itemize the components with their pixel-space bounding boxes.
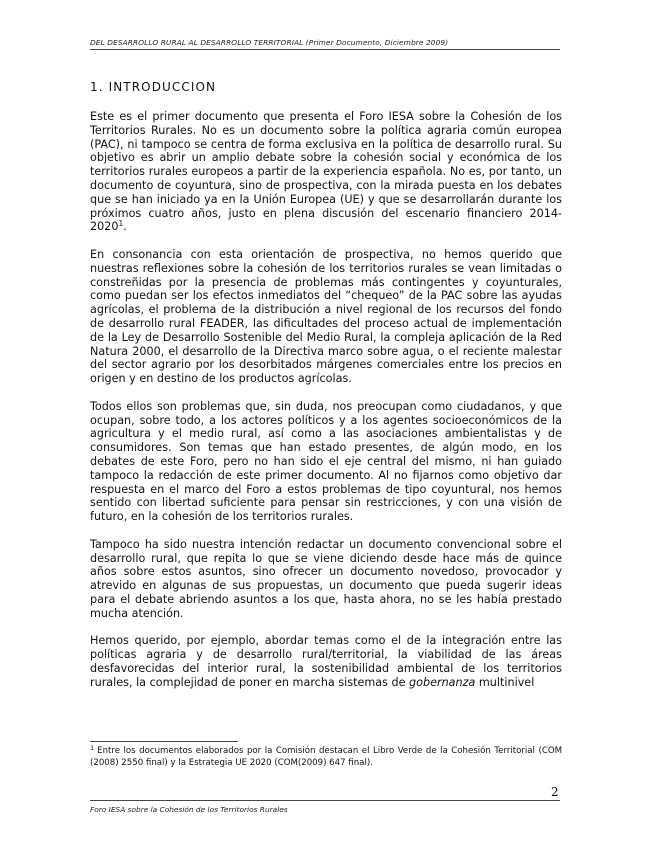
- page-number: 2: [551, 785, 559, 799]
- paragraph-5-end: multinivel: [475, 675, 535, 689]
- running-header: DEL DESARROLLO RURAL AL DESARROLLO TERRITORIAL (Primer Documento, Diciembre 2009): [90, 38, 449, 47]
- running-footer: Foro IESA sobre la Cohesión de los Territorios Rurales: [90, 805, 288, 814]
- paragraph-1-end: .: [123, 220, 127, 234]
- paragraph-3: Todos ellos son problemas que, sin duda, nos preocupan como ciudadanos, y que ocupan, sobre todo, a los actores políticos y a los agentes socioeconómicos de la agricultura y el medio rural, así como a las asociaciones ambientalistas y de consumidores. Son temas que han estado presentes, de algún modo, en los debates de este Foro, pero no han sido el eje central del mismo, ni han guiado tampoco la redacción de este primer documento. Al no fijarnos como objetivo dar respuesta en el marco del Foro a estos problemas de tipo coyuntural, nos hemos sentido con libertad suficiente para pensar sin restricciones, y con una visión de futuro, en la cohesión de los territorios rurales.: [90, 399, 562, 524]
- paragraph-1-text: Este es el primer documento que presenta el Foro IESA sobre la Cohesión de los Territorios Rurales. No es un documento sobre la política agraria común europea (PAC), ni tampoco se centra de forma exclusiva en la política de desarrollo rural. Su objetivo es abrir un amplio debate sobre la cohesión social y económica de los territorios rurales europeos a partir de la experiencia española. No es, por tanto, un documento de coyuntura, sino de prospectiva, con la mirada puesta en los debates que se han iniciado ya en la Unión Europea (UE) y que se desarrollarán durante los próximos cuatro años, justo en plena discusión del escenario financiero 2014-2020: [90, 110, 562, 234]
- header-divider: [90, 49, 560, 50]
- paragraph-5-text: Hemos querido, por ejemplo, abordar temas como el de la integración entre las políticas agraria y de desarrollo rural/territorial, la viabilidad de las áreas desfavorecidas del interior rural, la sostenibilidad ambiental de los territorios rurales, la complejidad de poner en marcha sistemas de: [90, 634, 562, 689]
- paragraph-5-italic: gobernanza: [409, 675, 476, 689]
- footnote: [90, 746, 562, 769]
- section-title: 1. INTRODUCCION: [90, 80, 217, 94]
- paragraph-2: En consonancia con esta orientación de prospectiva, no hemos querido que nuestras reflexiones sobre la cohesión de los territorios rurales se vean limitadas o constreñidas por la presencia de problemas más contingentes y coyunturales, como puedan ser los efectos inmediatos del “chequeo” de la PAC sobre las ayudas agrícolas, el problema de la distribución a nivel regional de los recursos del fondo de desarrollo rural FEADER, las dificultades del proceso actual de implementación de la Ley de Desarrollo Sostenible del Medio Rural, la compleja aplicación de la Red Natura 2000, el desarrollo de la Directiva marco sobre agua, o el reciente malestar del sector agrario por los desorbitados márgenes comerciales entre los precios en origen y en destino de los productos agrícolas.: [90, 247, 562, 386]
- footnote-text: Entre los documentos elaborados por la Comisión destacan el Libro Verde de la Cohesión Territorial (COM (2008) 2550 final) y la Estrategia UE 2020 (COM(2009) 647 final).: [90, 746, 562, 768]
- footnote-divider: [90, 741, 238, 742]
- paragraph-5: [90, 634, 562, 689]
- paragraph-1: [90, 110, 562, 234]
- body-text: [90, 110, 562, 689]
- footnote-number: 1: [90, 744, 95, 752]
- footnote-reference: 1: [118, 219, 124, 229]
- paragraph-4: Tampoco ha sido nuestra intención redactar un documento convencional sobre el desarrollo rural, que repita lo que se viene diciendo desde hace más de quince años sobre estos asuntos, sino ofrecer un documento novedoso, provocador y atrevido en algunas de sus propuestas, un documento que pueda sugerir ideas para el debate abriendo asuntos a los que, hasta ahora, no se les había prestado mucha atención.: [90, 537, 562, 620]
- footer-divider: [90, 800, 560, 801]
